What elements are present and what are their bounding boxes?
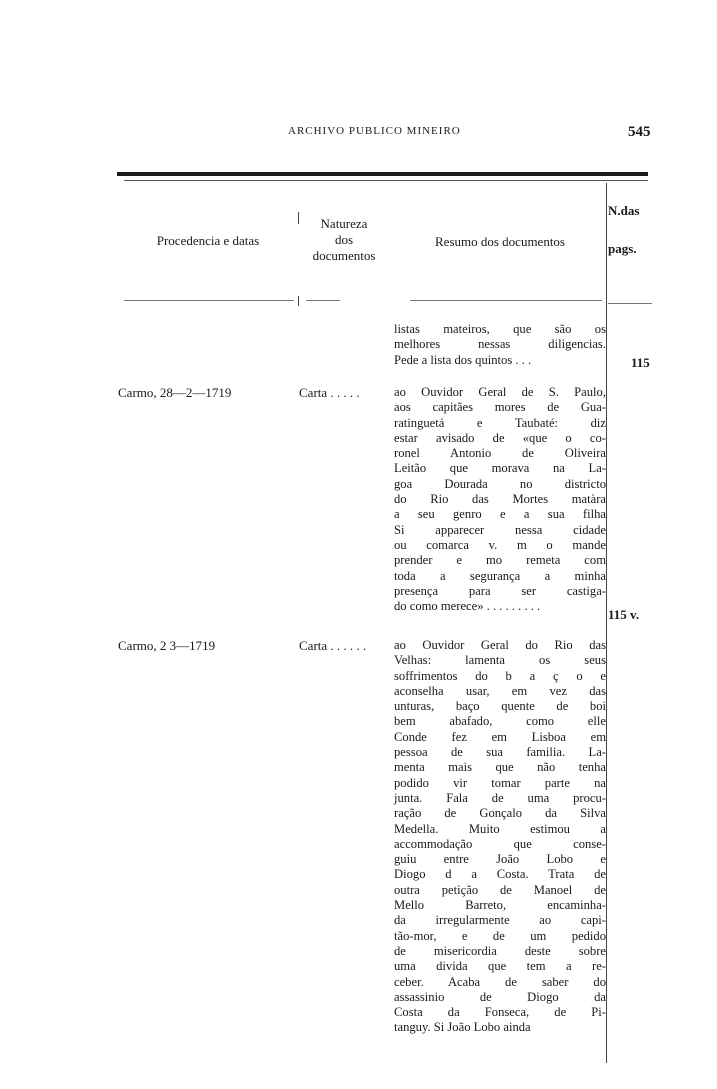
table-top-rule	[117, 172, 648, 176]
summary-line: pessoa de sua familia. La-	[394, 745, 606, 760]
summary-line: do Rio das Mortes matàra	[394, 492, 606, 507]
header-underline-summary	[410, 300, 602, 301]
column-header-origin: Procedencia e datas	[156, 233, 260, 248]
summary-line: estar avisado de «que o co-	[394, 430, 606, 445]
summary-line: Costa da Fonseca, de Pi-	[394, 1005, 606, 1020]
summary-line: Diogo d a Costa. Trata de	[394, 867, 606, 882]
summary-line: unturas, baço quente de boi	[394, 699, 606, 714]
header-underline-origin	[124, 300, 294, 301]
summary-line: aconselha usar, em vez das	[394, 683, 606, 698]
entry-summary-2	[394, 638, 606, 1036]
summary-line: bem abafado, como elle	[394, 714, 606, 729]
summary-line: podido vir tomar parte na	[394, 775, 606, 790]
summary-line: ração de Gonçalo da Silva	[394, 806, 606, 821]
summary-line: junta. Fala de uma procu-	[394, 790, 606, 805]
summary-line: aos capitães mores de Gua-	[394, 400, 606, 415]
column-header-pages	[608, 203, 656, 257]
summary-line: Leitão que morava na La-	[394, 461, 606, 476]
summary-line: da irregularmente ao capi-	[394, 913, 606, 928]
column-header-pages-line-1: N.das	[608, 203, 640, 218]
summary-line: presença para ser castiga-	[394, 583, 606, 598]
entry-pages-1: 115 v.	[608, 607, 640, 622]
summary-line: Conde fez em Lisboa em	[394, 729, 606, 744]
summary-line: assassinio de Diogo da	[394, 989, 606, 1004]
summary-line: do como merece» . . . . . . . . .	[394, 599, 541, 614]
entry-nature-1: Carta . . . . .	[299, 385, 360, 400]
summary-line: menta mais que não tenha	[394, 760, 606, 775]
entry-summary-0	[394, 322, 606, 368]
column-separator-nature-lower	[298, 296, 299, 306]
summary-line: ou comarca v. m o mande	[394, 537, 606, 552]
column-header-pages-line-2: pags.	[608, 241, 637, 256]
column-header-nature-line-3: documentos	[312, 248, 376, 263]
entry-pages-0: 115	[631, 355, 650, 370]
summary-line: tão-mor, e de um pedido	[394, 928, 606, 943]
summary-line: ao Ouvidor Geral de S. Paulo,	[394, 385, 606, 399]
summary-line: ronel Antonio de Oliveira	[394, 446, 606, 461]
summary-line: de misericordia deste sobre	[394, 943, 606, 958]
column-header-summary: Resumo dos documentos	[435, 234, 565, 249]
summary-line: toda a segurança a minha	[394, 568, 606, 583]
summary-line: ratinguetá e Taubaté: diz	[394, 415, 606, 430]
column-separator-nature	[298, 212, 299, 224]
page-number: 545	[628, 124, 651, 140]
entry-date-1: Carmo, 28—2—1719	[118, 385, 232, 400]
summary-line: guiu entre João Lobo e	[394, 852, 606, 867]
summary-line: soffrimentos do b a ç o e	[394, 668, 606, 683]
entry-nature-2: Carta . . . . . .	[299, 638, 367, 653]
header-underline-nature	[306, 300, 340, 301]
table-top-rule-thin	[124, 180, 648, 181]
column-header-nature-line-1: Natureza	[320, 216, 368, 231]
summary-line: accommodação que conse-	[394, 836, 606, 851]
summary-line: Pede a lista dos quintos . . .	[394, 352, 532, 367]
summary-line: uma divida que tem a re-	[394, 959, 606, 974]
running-header-title: ARCHIVO PUBLICO MINEIRO	[288, 125, 461, 137]
summary-line: ceber. Acaba de saber do	[394, 974, 606, 989]
summary-line: Velhas: lamenta os seus	[394, 653, 606, 668]
summary-line: melhores nessas diligencias.	[394, 337, 606, 352]
summary-line: Medella. Muito estimou a	[394, 821, 606, 836]
summary-line: prender e mo remeta com	[394, 553, 606, 568]
column-header-nature-line-2: dos	[334, 232, 354, 247]
header-underline-pages	[608, 303, 652, 304]
summary-line: tanguy. Si João Lobo ainda	[394, 1020, 531, 1035]
summary-line: listas mateiros, que são os	[394, 322, 606, 336]
entry-summary-1	[394, 385, 606, 614]
entry-date-2: Carmo, 2 3—1719	[118, 638, 216, 653]
summary-line: Mello Barreto, encaminha-	[394, 898, 606, 913]
summary-line: goa Dourada no districto	[394, 476, 606, 491]
column-header-nature	[300, 216, 388, 264]
column-separator-pages	[606, 183, 607, 1063]
summary-line: ao Ouvidor Geral do Rio das	[394, 638, 606, 652]
summary-line: outra petição de Manoel de	[394, 882, 606, 897]
summary-line: Si apparecer nessa cidade	[394, 522, 606, 537]
summary-line: a seu genro e a sua filha	[394, 507, 606, 522]
